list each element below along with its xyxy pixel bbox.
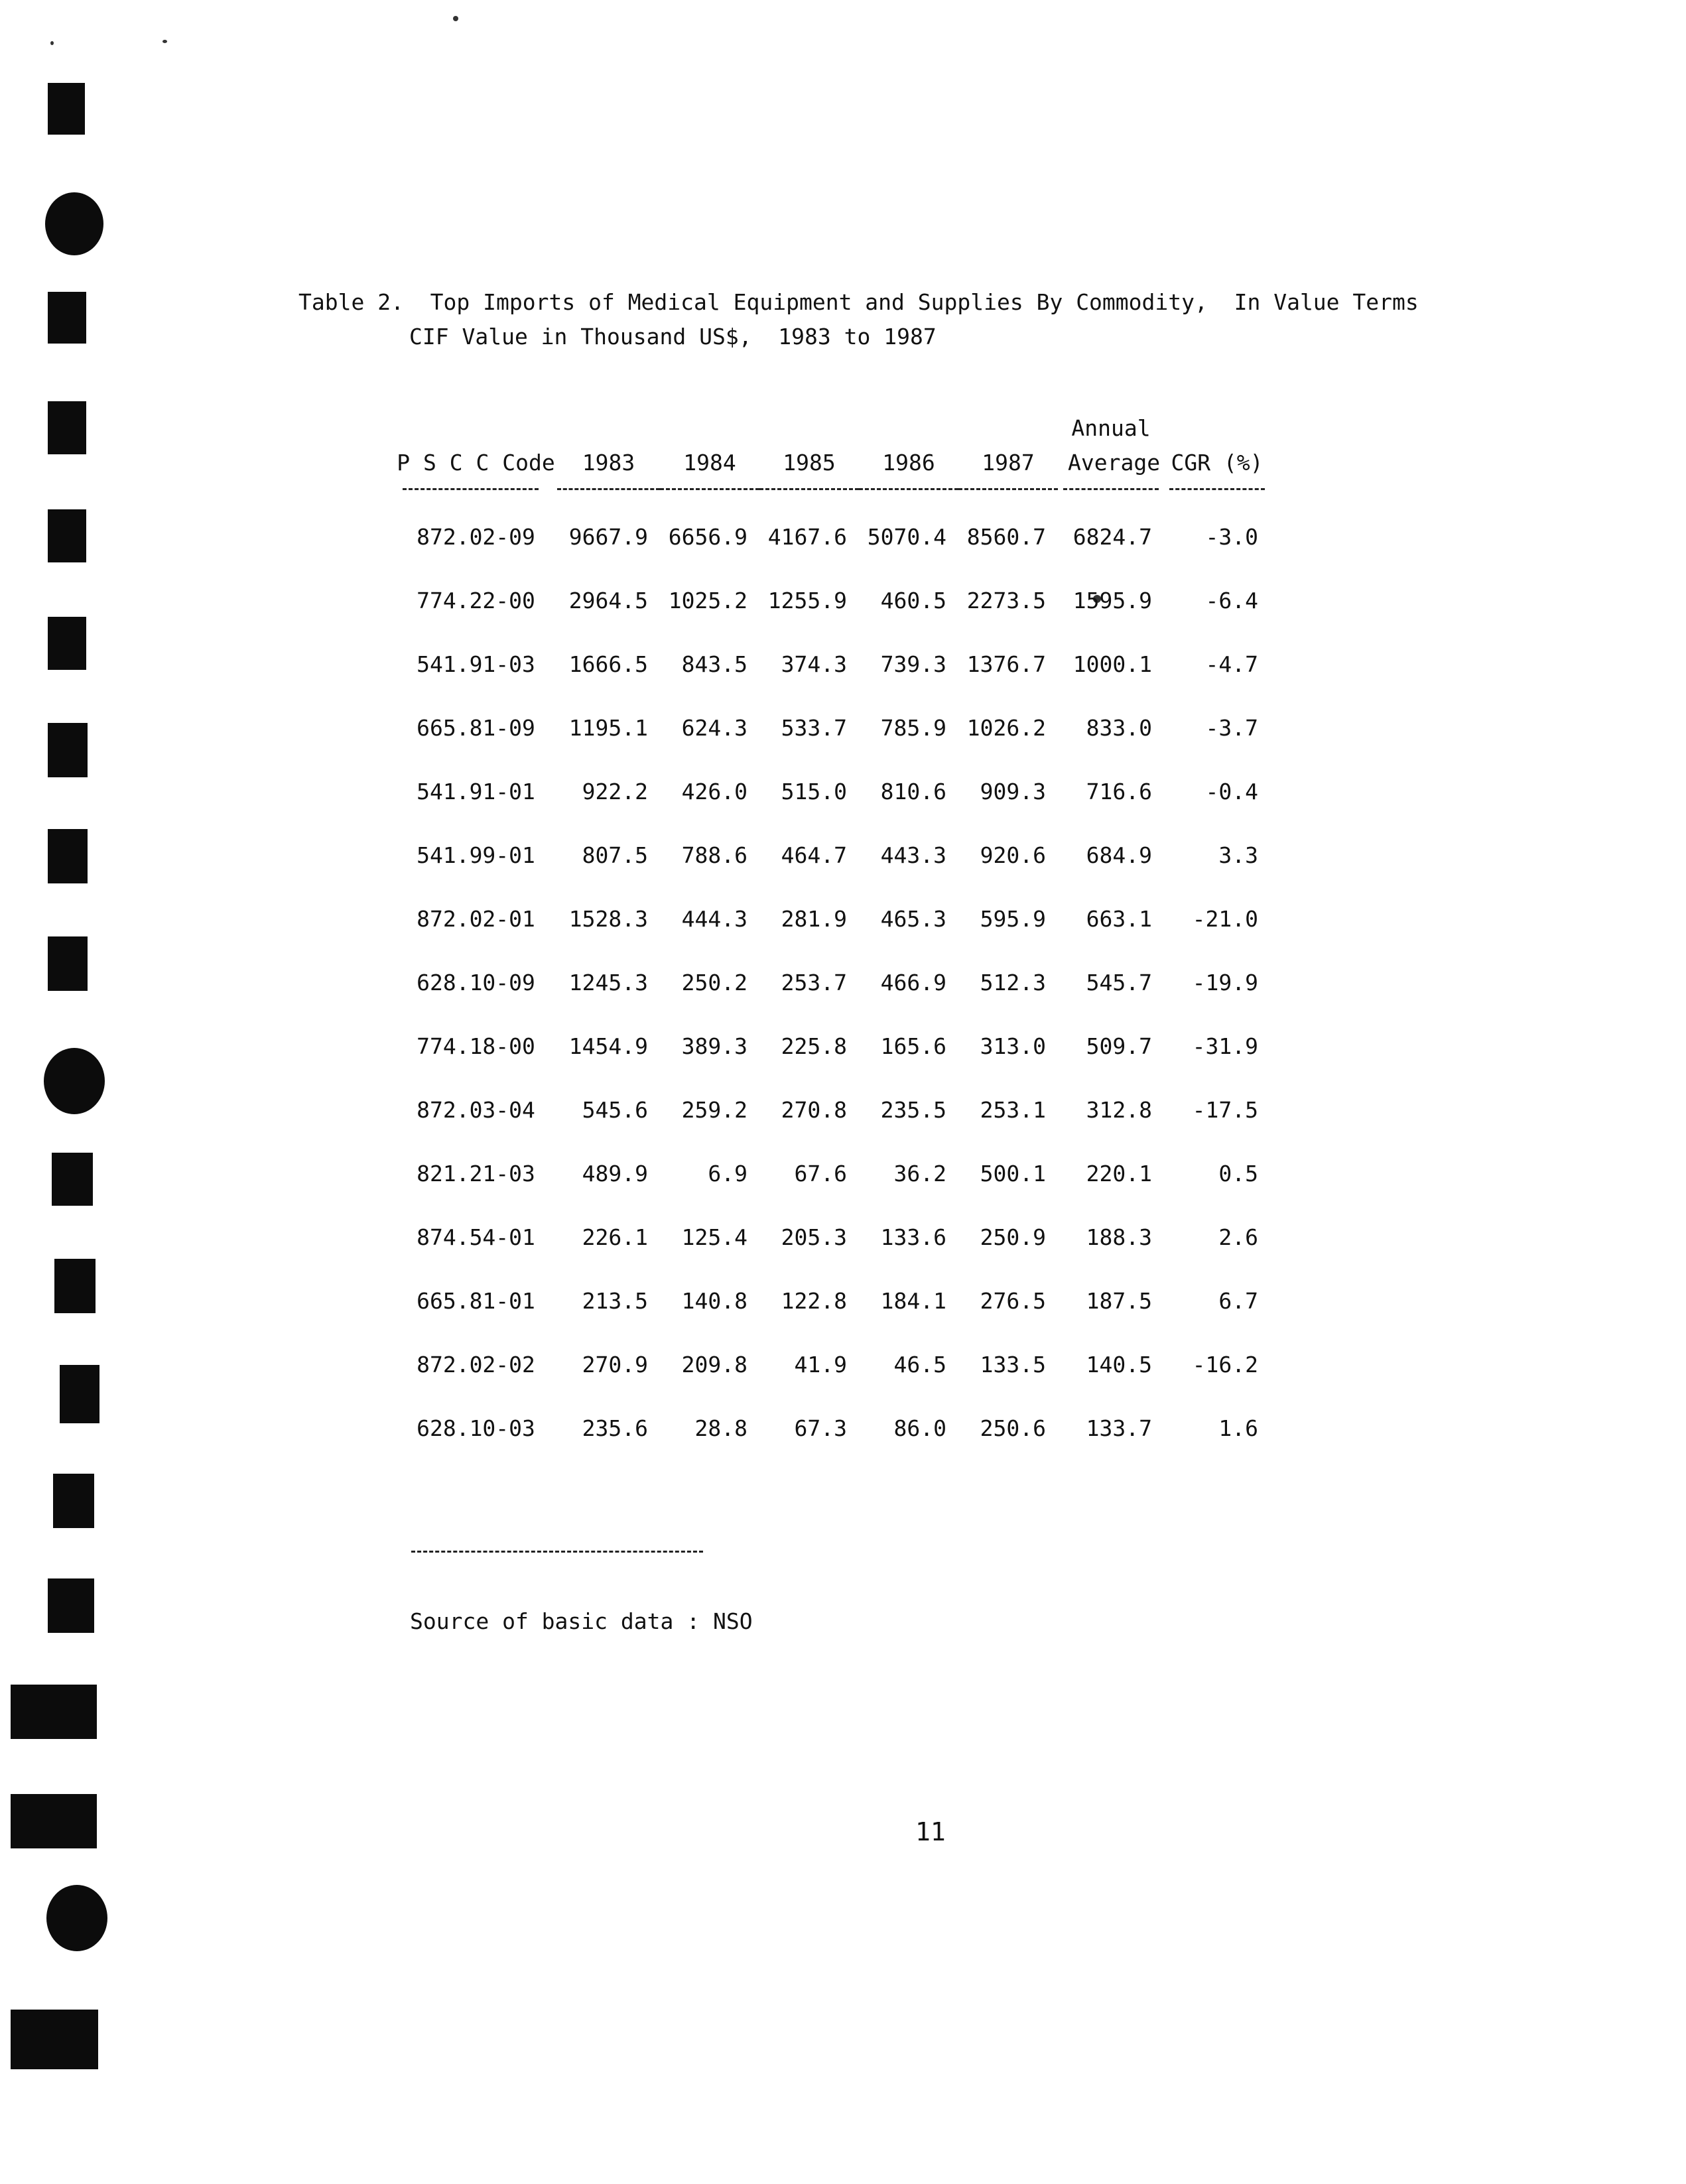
value-cell: 250.6 xyxy=(980,1415,1046,1441)
value-cell: 6.7 xyxy=(1218,1287,1258,1314)
value-cell: 909.3 xyxy=(980,778,1046,804)
value-cell: 533.7 xyxy=(781,714,847,741)
value-cell: 270.8 xyxy=(781,1096,847,1123)
value-cell: 922.2 xyxy=(582,778,648,804)
value-cell: 595.9 xyxy=(980,905,1046,932)
punch-hole-round xyxy=(45,192,103,255)
table-row xyxy=(395,1396,1270,1460)
pscc-code-cell: 541.99-01 xyxy=(417,842,535,868)
header-1985: 1985 xyxy=(759,411,859,505)
imports-table xyxy=(395,411,1270,1460)
value-cell: 140.5 xyxy=(1086,1351,1152,1378)
value-cell: 220.1 xyxy=(1086,1160,1152,1187)
table-row xyxy=(395,1332,1270,1396)
value-cell: 739.3 xyxy=(880,651,946,677)
value-cell: 67.6 xyxy=(794,1160,847,1187)
value-cell: 235.6 xyxy=(582,1415,648,1441)
value-cell: 2964.5 xyxy=(568,587,648,613)
table-row xyxy=(395,568,1270,632)
table-row xyxy=(395,823,1270,887)
table-row xyxy=(395,1205,1270,1269)
value-cell: 663.1 xyxy=(1086,905,1152,932)
value-cell: 270.9 xyxy=(582,1351,648,1378)
value-cell: 0.5 xyxy=(1218,1160,1258,1187)
value-cell: 1666.5 xyxy=(568,651,648,677)
value-cell: 1000.1 xyxy=(1072,651,1152,677)
header-1984: 1984 xyxy=(660,411,759,505)
pscc-code-cell: 874.54-01 xyxy=(417,1224,535,1250)
punch-hole xyxy=(11,1794,97,1848)
pscc-code-cell: 774.18-00 xyxy=(417,1033,535,1059)
value-cell: 389.3 xyxy=(681,1033,747,1059)
header-1983: 1983 xyxy=(557,411,660,505)
pscc-code-cell: 541.91-03 xyxy=(417,651,535,677)
value-cell: 1595.9 xyxy=(1072,587,1152,613)
value-cell: 209.8 xyxy=(681,1351,747,1378)
header-1986: 1986 xyxy=(859,411,958,505)
value-cell: 213.5 xyxy=(582,1287,648,1314)
punch-hole xyxy=(53,1474,94,1528)
value-cell: 1454.9 xyxy=(568,1033,648,1059)
footnote-rule xyxy=(411,1551,703,1553)
value-cell: 250.2 xyxy=(681,969,747,996)
value-cell: 226.1 xyxy=(582,1224,648,1250)
punch-hole xyxy=(11,1685,97,1739)
punch-hole xyxy=(48,83,85,135)
table-row xyxy=(395,887,1270,950)
value-cell: 920.6 xyxy=(980,842,1046,868)
caption-line-1: Table 2. Top Imports of Medical Equipment and Supplies By Commodity, In Value Terms xyxy=(298,289,1419,315)
value-cell: 205.3 xyxy=(781,1224,847,1250)
value-cell: 810.6 xyxy=(880,778,946,804)
scan-speck xyxy=(453,16,458,21)
pscc-code-cell: 665.81-09 xyxy=(417,714,535,741)
header-cgr: CGR (%) xyxy=(1164,411,1270,505)
pscc-code-cell: 628.10-09 xyxy=(417,969,535,996)
value-cell: 512.3 xyxy=(980,969,1046,996)
value-cell: 466.9 xyxy=(880,969,946,996)
value-cell: 6824.7 xyxy=(1072,523,1152,550)
value-cell: 1026.2 xyxy=(966,714,1046,741)
table-body xyxy=(395,505,1270,1460)
value-cell: 684.9 xyxy=(1086,842,1152,868)
punch-hole xyxy=(48,1578,94,1633)
value-cell: 465.3 xyxy=(880,905,946,932)
table-row xyxy=(395,1269,1270,1332)
value-cell: 259.2 xyxy=(681,1096,747,1123)
pscc-code-cell: 872.02-02 xyxy=(417,1351,535,1378)
value-cell: 188.3 xyxy=(1086,1224,1152,1250)
value-cell: -17.5 xyxy=(1192,1096,1258,1123)
value-cell: 624.3 xyxy=(681,714,747,741)
value-cell: 374.3 xyxy=(781,651,847,677)
header-pscc-code: P S C C Code xyxy=(395,411,557,505)
value-cell: 545.7 xyxy=(1086,969,1152,996)
value-cell: -19.9 xyxy=(1192,969,1258,996)
pscc-code-cell: 774.22-00 xyxy=(417,587,535,613)
header-annual-average: Annual Average xyxy=(1058,411,1164,505)
value-cell: 133.7 xyxy=(1086,1415,1152,1441)
value-cell: 86.0 xyxy=(893,1415,946,1441)
table-row xyxy=(395,696,1270,759)
value-cell: 1025.2 xyxy=(668,587,747,613)
value-cell: 788.6 xyxy=(681,842,747,868)
punch-hole xyxy=(60,1365,99,1423)
value-cell: 184.1 xyxy=(880,1287,946,1314)
value-cell: -3.7 xyxy=(1205,714,1258,741)
value-cell: 250.9 xyxy=(980,1224,1046,1250)
value-cell: 6656.9 xyxy=(668,523,747,550)
value-cell: 1195.1 xyxy=(568,714,648,741)
value-cell: 253.7 xyxy=(781,969,847,996)
value-cell: 509.7 xyxy=(1086,1033,1152,1059)
punch-hole xyxy=(48,936,88,991)
pscc-code-cell: 628.10-03 xyxy=(417,1415,535,1441)
value-cell: 235.5 xyxy=(880,1096,946,1123)
punch-hole xyxy=(48,617,86,670)
pscc-code-cell: 872.02-09 xyxy=(417,523,535,550)
table-row xyxy=(395,505,1270,568)
value-cell: 46.5 xyxy=(893,1351,946,1378)
value-cell: 133.5 xyxy=(980,1351,1046,1378)
value-cell: 140.8 xyxy=(681,1287,747,1314)
table-row xyxy=(395,1078,1270,1141)
value-cell: 426.0 xyxy=(681,778,747,804)
value-cell: 67.3 xyxy=(794,1415,847,1441)
value-cell: 276.5 xyxy=(980,1287,1046,1314)
table-row xyxy=(395,1141,1270,1205)
caption-line-2: CIF Value in Thousand US$, 1983 to 1987 xyxy=(409,324,937,350)
value-cell: 443.3 xyxy=(880,842,946,868)
table-row xyxy=(395,759,1270,823)
value-cell: 785.9 xyxy=(880,714,946,741)
pscc-code-cell: 821.21-03 xyxy=(417,1160,535,1187)
value-cell: 1528.3 xyxy=(568,905,648,932)
scan-speck xyxy=(162,40,167,43)
value-cell: 125.4 xyxy=(681,1224,747,1250)
page-number: 11 xyxy=(915,1817,946,1846)
value-cell: -16.2 xyxy=(1192,1351,1258,1378)
value-cell: 122.8 xyxy=(781,1287,847,1314)
value-cell: 313.0 xyxy=(980,1033,1046,1059)
value-cell: 515.0 xyxy=(781,778,847,804)
punch-hole xyxy=(52,1153,93,1206)
punch-hole xyxy=(48,401,86,454)
value-cell: -31.9 xyxy=(1192,1033,1258,1059)
value-cell: 716.6 xyxy=(1086,778,1152,804)
value-cell: 3.3 xyxy=(1218,842,1258,868)
value-cell: -0.4 xyxy=(1205,778,1258,804)
value-cell: 1255.9 xyxy=(767,587,847,613)
value-cell: 8560.7 xyxy=(966,523,1046,550)
table-row xyxy=(395,950,1270,1014)
source-note: Source of basic data : NSO xyxy=(410,1608,753,1634)
value-cell: 36.2 xyxy=(893,1160,946,1187)
pscc-code-cell: 665.81-01 xyxy=(417,1287,535,1314)
value-cell: 464.7 xyxy=(781,842,847,868)
value-cell: 28.8 xyxy=(694,1415,747,1441)
scan-speck xyxy=(50,41,54,45)
pscc-code-cell: 872.02-01 xyxy=(417,905,535,932)
table-row xyxy=(395,1014,1270,1078)
punch-hole-round xyxy=(46,1885,107,1951)
value-cell: 281.9 xyxy=(781,905,847,932)
value-cell: 2273.5 xyxy=(966,587,1046,613)
table-caption xyxy=(298,285,1419,354)
value-cell: 1.6 xyxy=(1218,1415,1258,1441)
value-cell: 843.5 xyxy=(681,651,747,677)
header-1987: 1987 xyxy=(958,411,1058,505)
value-cell: 41.9 xyxy=(794,1351,847,1378)
punch-hole-round xyxy=(44,1048,105,1114)
punch-hole xyxy=(48,829,88,883)
value-cell: 312.8 xyxy=(1086,1096,1152,1123)
value-cell: 807.5 xyxy=(582,842,648,868)
value-cell: 5070.4 xyxy=(867,523,946,550)
value-cell: 444.3 xyxy=(681,905,747,932)
value-cell: 4167.6 xyxy=(767,523,847,550)
value-cell: 6.9 xyxy=(708,1160,747,1187)
value-cell: 500.1 xyxy=(980,1160,1046,1187)
value-cell: -3.0 xyxy=(1205,523,1258,550)
value-cell: -4.7 xyxy=(1205,651,1258,677)
punch-hole xyxy=(48,509,86,562)
value-cell: 1245.3 xyxy=(568,969,648,996)
value-cell: 833.0 xyxy=(1086,714,1152,741)
header-row xyxy=(395,411,1270,505)
value-cell: 9667.9 xyxy=(568,523,648,550)
value-cell: -21.0 xyxy=(1192,905,1258,932)
value-cell: 1376.7 xyxy=(966,651,1046,677)
value-cell: 225.8 xyxy=(781,1033,847,1059)
value-cell: 187.5 xyxy=(1086,1287,1152,1314)
pscc-code-cell: 541.91-01 xyxy=(417,778,535,804)
value-cell: 545.6 xyxy=(582,1096,648,1123)
punch-hole xyxy=(48,723,88,777)
punch-hole xyxy=(48,292,86,344)
value-cell: -6.4 xyxy=(1205,587,1258,613)
pscc-code-cell: 872.03-04 xyxy=(417,1096,535,1123)
value-cell: 253.1 xyxy=(980,1096,1046,1123)
value-cell: 2.6 xyxy=(1218,1224,1258,1250)
punch-hole xyxy=(54,1259,96,1313)
value-cell: 165.6 xyxy=(880,1033,946,1059)
binder-holes xyxy=(0,0,113,2184)
value-cell: 133.6 xyxy=(880,1224,946,1250)
value-cell: 489.9 xyxy=(582,1160,648,1187)
punch-hole xyxy=(11,2010,98,2069)
value-cell: 460.5 xyxy=(880,587,946,613)
table-row xyxy=(395,632,1270,696)
